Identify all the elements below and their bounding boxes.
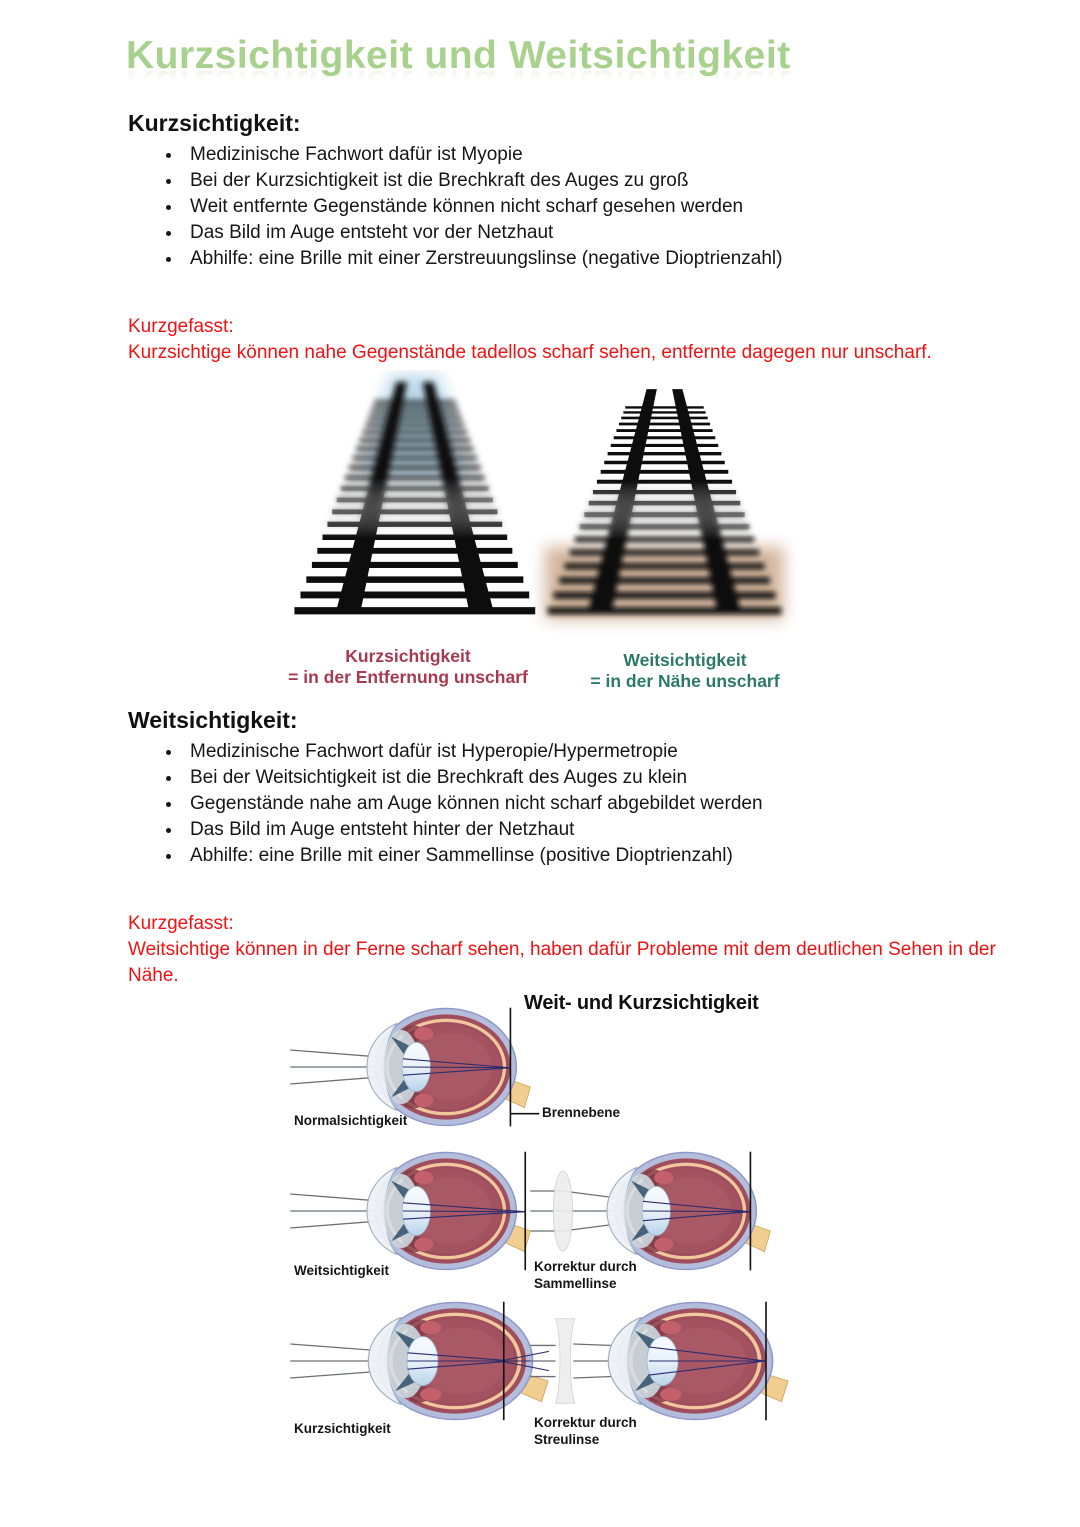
track-label-hyperopia — [545, 650, 825, 692]
bullet-item: • Medizinische Fachwort dafür ist Hyperopie/Hypermetropie — [183, 739, 983, 765]
concave-lens-icon — [555, 1319, 574, 1403]
summary-text: Weitsichtige können in der Ferne scharf sehen, haben dafür Probleme mit dem deutlichen Sehen in der Nähe. — [128, 939, 996, 986]
page-title: Kurzsichtigkeit und Weitsichtigkeit — [126, 34, 791, 77]
eye-concave-correction-illustration — [530, 1298, 790, 1424]
track-label-subtitle: = in der Nähe unscharf — [590, 671, 780, 691]
label-line: Streulinse — [534, 1432, 600, 1447]
bullet-item: • Medizinische Fachwort dafür ist Myopie — [183, 142, 983, 168]
eye-convex-correction-illustration — [530, 1148, 790, 1274]
track-label-subtitle: = in der Entfernung unscharf — [288, 667, 528, 687]
summary-text: Kurzsichtige können nahe Gegenstände tadellos scharf sehen, entfernte dagegen nur unscharf. — [128, 342, 932, 363]
eye-myopia-illustration — [290, 1298, 550, 1424]
bullet-item: • Abhilfe: eine Brille mit einer Zerstreuungslinse (negative Dioptrienzahl) — [183, 246, 983, 272]
label-kurzsichtigkeit: Kurzsichtigkeit — [294, 1421, 391, 1436]
summary-label: Kurzgefasst: — [128, 316, 234, 337]
section-heading-myopia: Kurzsichtigkeit: — [128, 110, 301, 136]
track-label-myopia — [268, 646, 548, 688]
eye-hyperopia-illustration — [290, 1148, 550, 1274]
summary-hyperopia — [128, 911, 1033, 989]
railroad-figure — [253, 370, 828, 705]
label-line: Korrektur durch — [534, 1259, 637, 1274]
bullet-item: • Weit entfernte Gegenstände können nicht scharf gesehen werden — [183, 194, 983, 220]
bullet-item: • Abhilfe: eine Brille mit einer Sammellinse (positive Dioptrienzahl) — [183, 843, 983, 869]
label-korrektur-streulinse — [534, 1414, 637, 1448]
label-brennebene: Brennebene — [542, 1105, 621, 1120]
section-heading-hyperopia: Weitsichtigkeit: — [128, 707, 298, 733]
eye-diagram-title: Weit- und Kurzsichtigkeit — [524, 992, 759, 1014]
bullet-item: • Das Bild im Auge entsteht hinter der Netzhaut — [183, 817, 983, 843]
bullet-list-myopia — [128, 142, 983, 272]
bullet-item: • Gegenstände nahe am Auge können nicht scharf abgebildet werden — [183, 791, 983, 817]
label-korrektur-sammellinse — [534, 1258, 637, 1292]
label-line: Sammellinse — [534, 1276, 617, 1291]
track-image-hyperopia — [545, 389, 784, 619]
convex-lens-icon — [553, 1171, 572, 1251]
track-label-title: Weitsichtigkeit — [623, 650, 747, 670]
bullet-item: • Das Bild im Auge entsteht vor der Netzhaut — [183, 220, 983, 246]
track-image-myopia — [294, 375, 535, 612]
summary-label: Kurzgefasst: — [128, 913, 234, 934]
railroad-tracks-image — [253, 370, 828, 660]
label-line: Korrektur durch — [534, 1415, 637, 1430]
eye-diagram — [288, 986, 818, 1486]
bullet-list-hyperopia — [128, 739, 983, 869]
bullet-item: • Bei der Weitsichtigkeit ist die Brechkraft des Auges zu klein — [183, 765, 983, 791]
label-weitsichtigkeit: Weitsichtigkeit — [294, 1263, 390, 1278]
track-label-title: Kurzsichtigkeit — [345, 646, 471, 666]
label-normalsichtigkeit: Normalsichtigkeit — [294, 1113, 408, 1128]
bullet-item: • Bei der Kurzsichtigkeit ist die Brechkraft des Auges zu groß — [183, 168, 983, 194]
summary-myopia — [128, 314, 948, 366]
